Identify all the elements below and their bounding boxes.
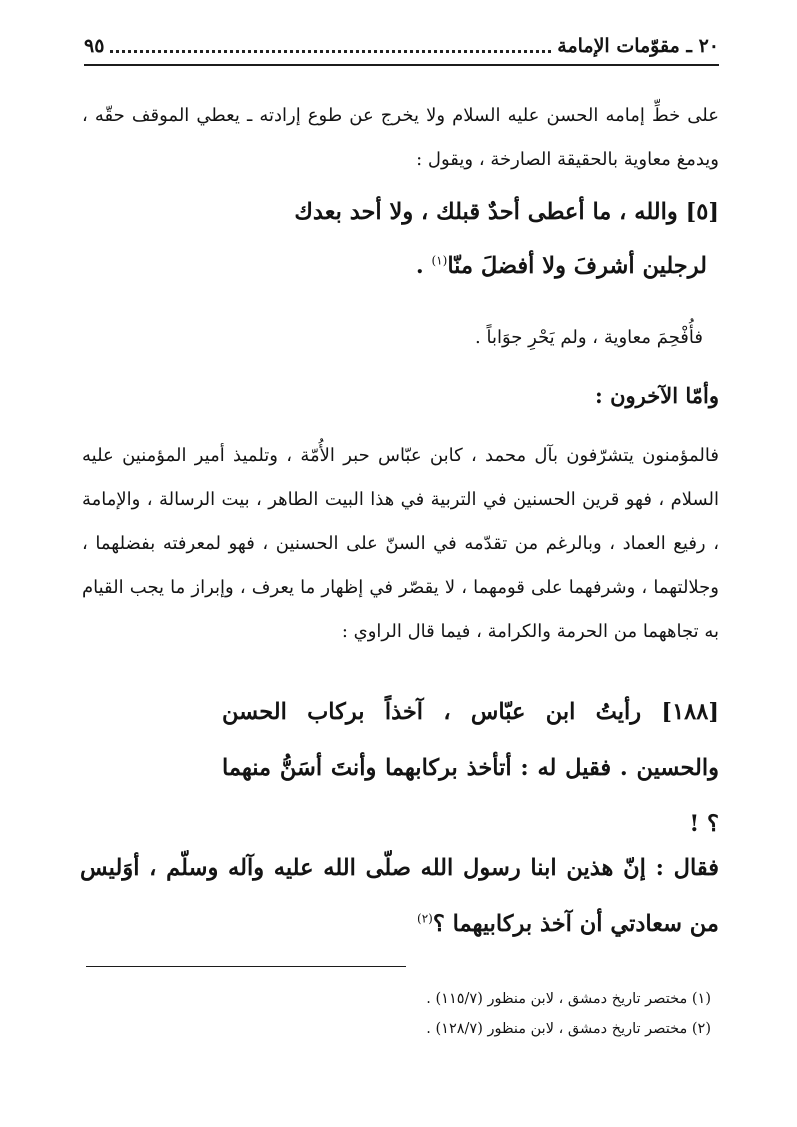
header-leader-dots (110, 50, 551, 53)
quote-5-text: لرجلين أشرفَ ولا أفضلَ منّا (447, 253, 707, 279)
quote-188: [١٨٨] رأيتُ ابن عبّاس ، آخذاً بركاب الحسن والحسين . فقيل له : أتأخذ بركابهما وأنتَ أسَنُّ منهما ؟ ! (222, 699, 719, 837)
paragraph-ifham: فأُفْحِمَ معاوية ، ولم يَحْرِ جوَاباً . (475, 327, 703, 348)
quote-5-period: . (415, 253, 432, 279)
quote-5-line-2 (200, 240, 707, 292)
footnote-divider (86, 966, 406, 967)
section-heading: وأمّا الآخرون : (595, 383, 719, 408)
page-number: ٩٥ (84, 35, 105, 57)
footnote-2: (٢) مختصر تاريخ دمشق ، لابن منظور (١٢٨/٧) . (426, 1021, 711, 1037)
paragraph-intro: على خطِّ إمامه الحسن عليه السلام ولا يخرج عن طوع إرادته ـ يعطي الموقف حقّه ، ويدمغ معاوية بالحقيقة الصارخة ، ويقول : (82, 105, 719, 170)
footnote-1: (١) مختصر تاريخ دمشق ، لابن منظور (١١٥/٧) . (426, 991, 711, 1007)
footnote-ref-1[interactable]: (١) (431, 253, 448, 268)
page-header (84, 28, 719, 66)
quote-answer-text: فقال : إنّ هذين ابنا رسول الله صلّى الله عليه وآله وسلّم ، أوَليس من سعادتي أن آخذ بركابيهما ؟ (80, 855, 719, 937)
footnote-ref-2[interactable]: (٢) (417, 911, 433, 926)
quote-answer (80, 840, 719, 952)
quote-5-line-1: [٥] والله ، ما أعطى أحدٌ قبلك ، ولا أحد بعدك (294, 199, 719, 225)
running-title: ٢٠ ـ مقوّمات الإمامة (557, 35, 719, 57)
paragraph-others: فالمؤمنون يتشرّفون بآل محمد ، كابن عبّاس حبر الأُمّة ، وتلميذ أمير المؤمنين عليه السلام ، فهو قرين الحسنين في التربية في هذا البيت الطاهر ، بيت الرسالة ، والإمامة ، رفيع العماد ، وبالرغم من تقدّمه في السنّ على الحسنين ، فهو لمعرفته بفضلهما ، وجلالتهما ، وشرفهما على قومهما ، لا يقصّر في إظهار ما يعرف ، وإبراز ما يجب القيام به تجاههما من الحرمة والكرامة ، فيما قال الراوي : (82, 445, 719, 642)
footnotes (86, 984, 711, 1044)
